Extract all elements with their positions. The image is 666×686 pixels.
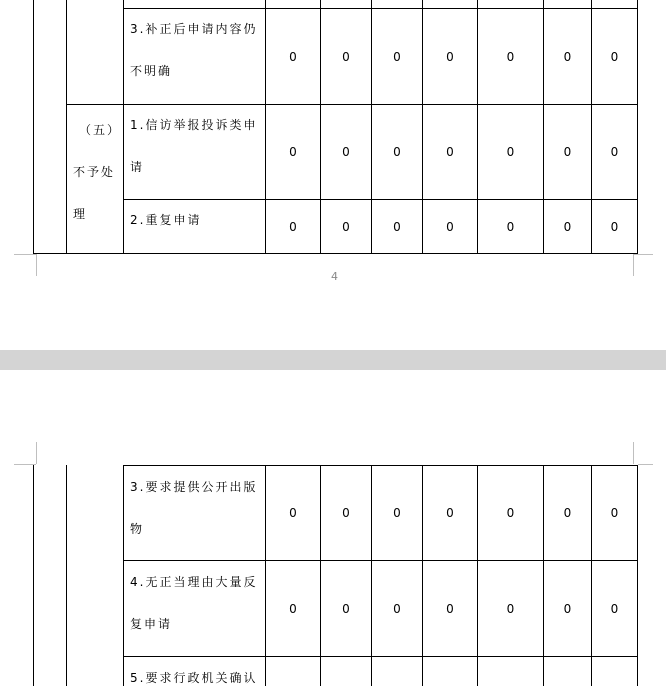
table-cell-value: 0 xyxy=(563,601,572,616)
margin-corner-mark xyxy=(633,254,653,255)
table-cell-value: 0 xyxy=(393,49,401,64)
table-cell-value: 0 xyxy=(563,49,572,64)
item-text-line: 复申请 xyxy=(130,617,173,631)
margin-corner-mark xyxy=(633,442,634,464)
table-cell-value: 0 xyxy=(563,219,572,234)
table-cell-value: 0 xyxy=(393,601,401,616)
table-cell-value: 0 xyxy=(342,601,350,616)
table-row-item xyxy=(130,200,264,240)
table-cell-value: 0 xyxy=(446,601,454,616)
category-cell xyxy=(73,109,121,235)
table-border-left xyxy=(33,0,34,254)
table-cell-value: 0 xyxy=(289,49,297,64)
table-col-divider xyxy=(66,0,67,254)
table-cell-value: 0 xyxy=(506,506,515,520)
table-cell-value: 0 xyxy=(563,506,572,520)
item-text-line: 5.要求行政机关确认 xyxy=(130,671,258,685)
table-cell-value: 0 xyxy=(506,145,515,159)
margin-corner-mark xyxy=(638,464,653,465)
table-cell-value: 0 xyxy=(289,506,297,520)
table-cell-value: 0 xyxy=(506,219,515,234)
table-cell-value: 0 xyxy=(610,506,619,520)
table-cell-value: 0 xyxy=(610,145,619,159)
table-cell-value: 0 xyxy=(610,601,619,616)
table-bottom-border xyxy=(33,253,638,254)
table-cell-value: 0 xyxy=(610,219,619,234)
margin-corner-mark xyxy=(14,254,36,255)
item-text-line: 请 xyxy=(130,160,145,174)
table-border-left xyxy=(33,465,34,686)
table-row-item xyxy=(130,657,264,686)
page-gap xyxy=(0,350,666,370)
table-col-divider xyxy=(123,465,124,686)
table-cell-value: 0 xyxy=(446,506,454,520)
category-line: 不予处 xyxy=(73,165,116,179)
margin-corner-mark xyxy=(36,254,37,276)
document-page-5 xyxy=(0,370,666,686)
item-text-line: 2.重复申请 xyxy=(130,213,202,227)
table-cell-value: 0 xyxy=(289,219,297,234)
margin-corner-mark xyxy=(36,442,37,464)
item-text-line: 3.要求提供公开出版 xyxy=(130,480,258,494)
item-text-line: 1.信访举报投诉类申 xyxy=(130,118,258,132)
table-cell-value: 0 xyxy=(289,145,297,159)
item-text-line: 4.无正当理由大量反 xyxy=(130,575,258,589)
table-row-item xyxy=(130,8,264,92)
table-cell-value: 0 xyxy=(446,145,454,159)
item-text-line: 3.补正后申请内容仍 xyxy=(130,22,258,36)
table-cell-value: 0 xyxy=(393,506,401,520)
table-border-right xyxy=(637,465,638,686)
category-line: （五） xyxy=(79,123,122,137)
table-cell-value: 0 xyxy=(393,219,401,234)
table-col-divider xyxy=(66,465,67,686)
table-row-item xyxy=(130,561,264,645)
item-text-line: 不明确 xyxy=(130,64,173,78)
table-cell-value: 0 xyxy=(342,49,350,64)
table-border-right xyxy=(637,0,638,254)
category-line: 理 xyxy=(73,207,88,221)
table-cell-value: 0 xyxy=(342,219,350,234)
table-col-divider xyxy=(123,0,124,254)
item-text-line: 物 xyxy=(130,522,145,536)
table-cell-value: 0 xyxy=(506,601,515,616)
table-row-item xyxy=(130,104,264,188)
page-number: 4 xyxy=(331,270,338,283)
margin-corner-mark xyxy=(633,254,634,276)
table-cell-value: 0 xyxy=(342,145,350,159)
table-row-item xyxy=(130,466,264,550)
table-cell-value: 0 xyxy=(393,145,401,159)
table-cell-value: 0 xyxy=(506,49,515,64)
table-cell-value: 0 xyxy=(610,49,619,64)
table-cell-value: 0 xyxy=(289,601,297,616)
table-cell-value: 0 xyxy=(342,506,350,520)
table-cell-value: 0 xyxy=(446,49,454,64)
table-cell-value: 0 xyxy=(563,145,572,159)
table-cell-value: 0 xyxy=(446,219,454,234)
